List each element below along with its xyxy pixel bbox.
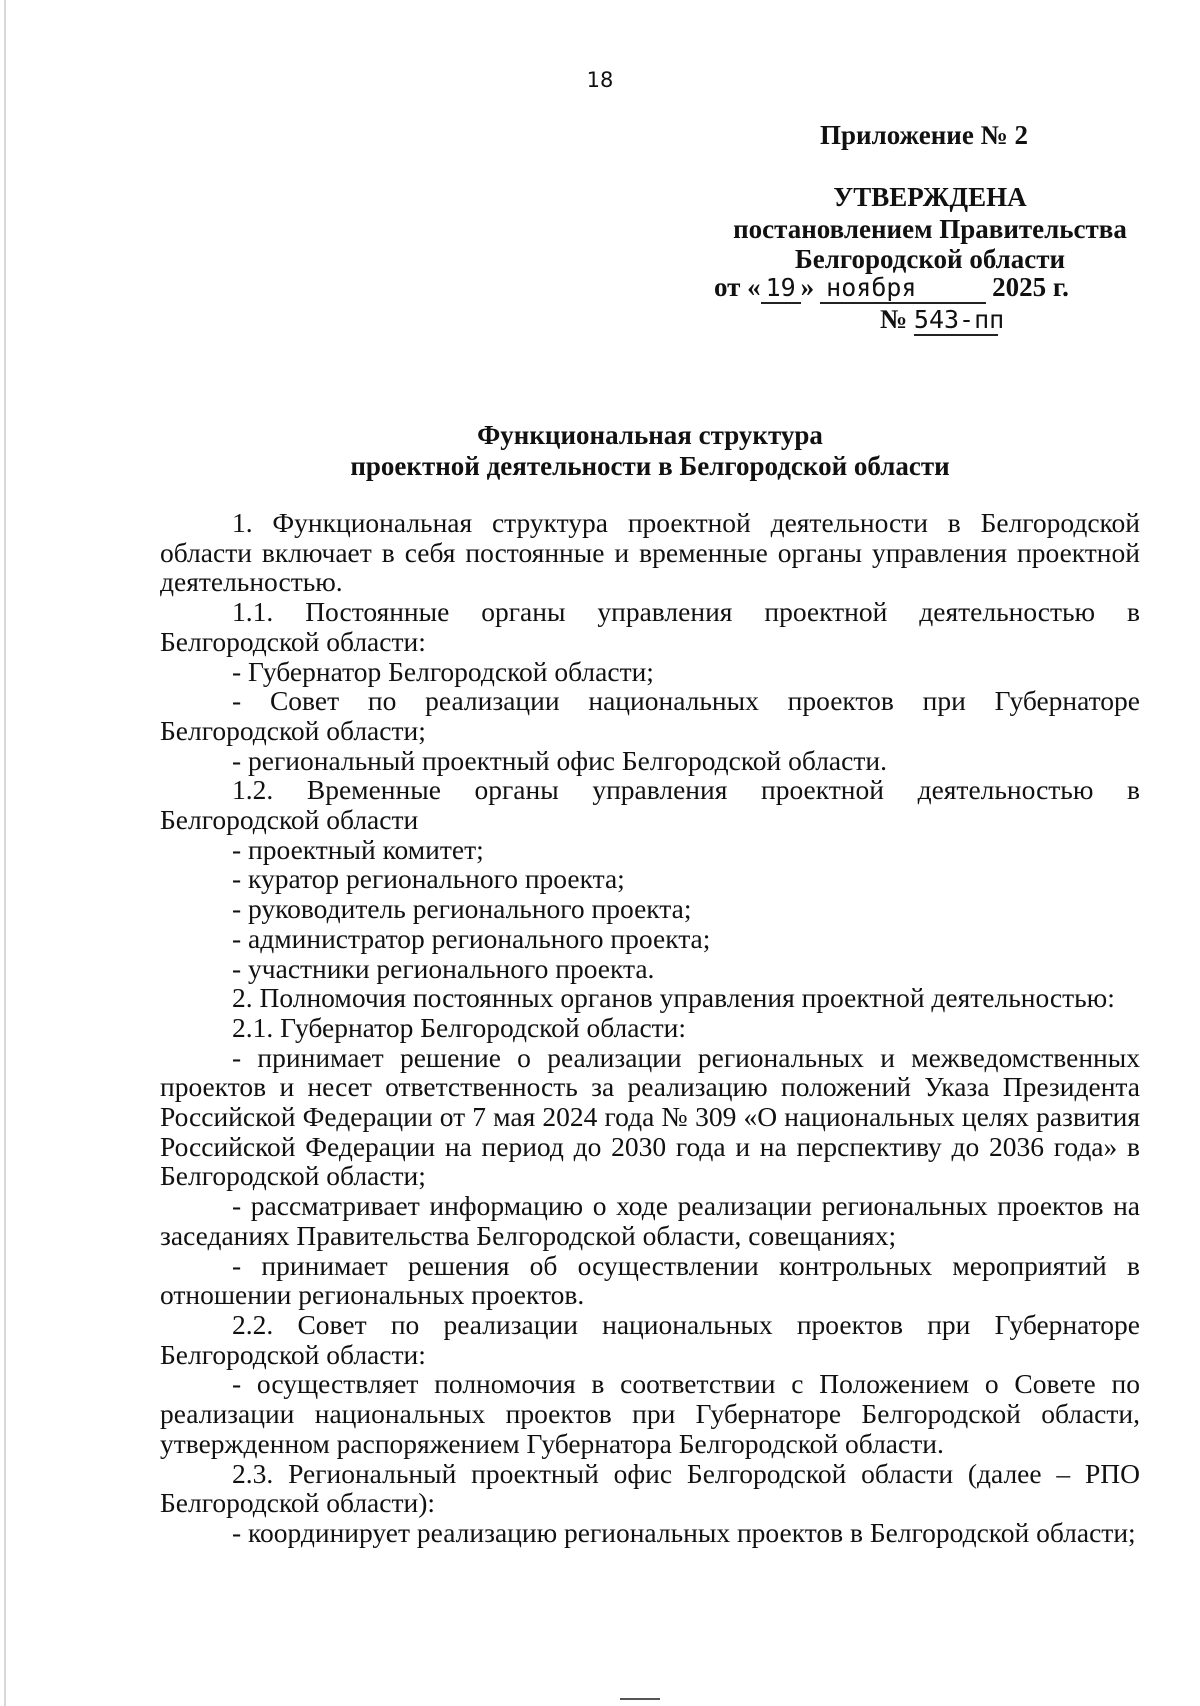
list-item: - принимает решения об осуществлении контрольных мероприятий в отношении региональных проектов. bbox=[160, 1249, 1140, 1311]
date-prefix: от « bbox=[714, 272, 761, 302]
list-item: - принимает решение о реализации региональных и межведомственных проектов и несет ответственность за реализацию положений Указа Президента Российской Федерации от 7 мая 2024 года № 309 «О национальных целях развития Российской Федерации на период до 2030 года и на перспективу до 2036 года» в Белгородской области; bbox=[160, 1041, 1140, 1192]
date-year: 2025 г. bbox=[992, 272, 1069, 302]
document-title bbox=[0, 420, 1200, 482]
approval-date bbox=[714, 272, 1069, 304]
page-bottom-mark bbox=[620, 1698, 660, 1700]
scan-edge-line bbox=[4, 0, 6, 1706]
paragraph: 1. Функциональная структура проектной деятельности в Белгородской области включает в себя постоянные и временные органы управления проектной деятельностью. bbox=[160, 507, 1140, 598]
document-body bbox=[160, 508, 1140, 1548]
list-item: - Губернатор Белгородской области; bbox=[232, 655, 654, 687]
list-item: - проектный комитет; bbox=[232, 833, 484, 865]
paragraph: 2. Полномочия постоянных органов управления проектной деятельностью: bbox=[232, 982, 1115, 1014]
annex-label: Приложение № 2 bbox=[820, 120, 1028, 150]
list-item: - Совет по реализации национальных проектов при Губернаторе Белгородской области; bbox=[160, 685, 1140, 746]
list-item: - рассматривает информацию о ходе реализации региональных проектов на заседаниях Правительства Белгородской области, совещаниях; bbox=[160, 1190, 1140, 1251]
approval-line-1: постановлением Правительства bbox=[733, 214, 1127, 244]
date-day-field: 19 bbox=[761, 274, 801, 304]
paragraph: 2.3. Региональный проектный офис Белгородской области (далее – РПО Белгородской области): bbox=[160, 1457, 1140, 1519]
paragraph: 2.1. Губернатор Белгородской области: bbox=[232, 1011, 687, 1043]
page-number: 18 bbox=[586, 68, 614, 92]
approved-heading: УТВЕРЖДЕНА bbox=[833, 182, 1027, 212]
list-item: - администратор регионального проекта; bbox=[232, 922, 711, 954]
list-item: - участники регионального проекта. bbox=[232, 952, 655, 984]
list-item: - руководитель регионального проекта; bbox=[232, 893, 692, 925]
number-prefix: № bbox=[880, 304, 908, 334]
paragraph: 1.2. Временные органы управления проектной деятельностью в Белгородской области bbox=[160, 774, 1140, 836]
date-month-field: ноября bbox=[820, 274, 986, 304]
list-item: - координирует реализацию региональных проектов в Белгородской области; bbox=[232, 1516, 1136, 1548]
number-field: 543-пп bbox=[913, 305, 1005, 334]
list-item: - куратор регионального проекта; bbox=[232, 863, 625, 895]
paragraph: 2.2. Совет по реализации национальных проектов при Губернаторе Белгородской области: bbox=[160, 1308, 1140, 1370]
title-line-2: проектной деятельности в Белгородской области bbox=[350, 451, 950, 481]
paragraph: 1.1. Постоянные органы управления проектной деятельностью в Белгородской области: bbox=[160, 596, 1140, 657]
title-line-1: Функциональная структура bbox=[477, 420, 823, 450]
list-item: - осуществляет полномочия в соответствии с Положением о Совете по реализации национальных проектов при Губернаторе Белгородской области, утвержденном распоряжением Губернатора Белгородской области. bbox=[160, 1368, 1140, 1459]
date-mid: » bbox=[800, 272, 815, 302]
list-item: - региональный проектный офис Белгородской области. bbox=[232, 744, 887, 776]
approval-line-2: Белгородской области bbox=[794, 244, 1066, 274]
approval-number bbox=[880, 304, 1005, 336]
